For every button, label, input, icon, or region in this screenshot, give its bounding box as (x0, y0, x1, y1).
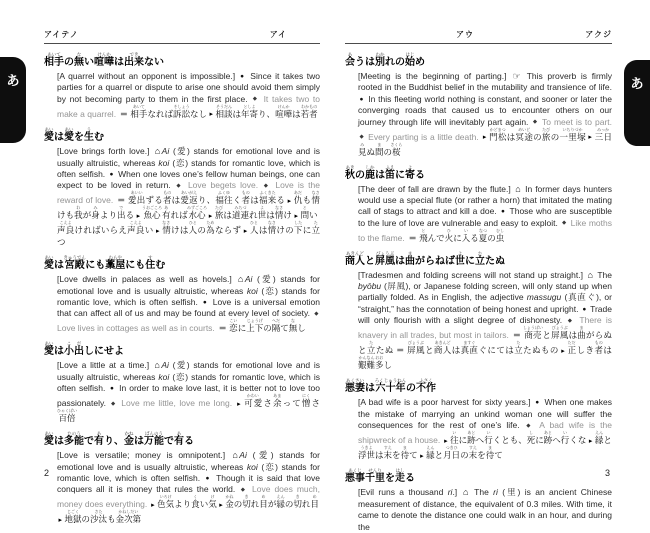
entry-body (57, 274, 320, 335)
entry-headword: 会あうは別わかれの始はじめ (345, 52, 425, 68)
entry-body (358, 397, 612, 462)
english-equivalent: Like moths to the flame. (358, 217, 613, 243)
page-right (345, 28, 613, 532)
romaji-term: Ai (161, 146, 170, 157)
explanation-text: (愛) stands for emotional love and is usually altruistic, whereas (57, 450, 320, 472)
japanese-cross-reference: 人ひとは情なさけの下したに立たつ (57, 220, 320, 248)
culture-note-marker-icon: ☞ (512, 71, 521, 81)
romaji-term: koi (158, 157, 170, 168)
cross-reference-marker-icon: ▸ (482, 134, 487, 142)
japanese-cross-reference: 往いに跡あとへ行いくとも、死しに跡あとへ行いくな (450, 430, 587, 445)
entry-body (57, 71, 320, 121)
cross-reference-marker-icon: ▸ (136, 212, 141, 220)
english-equivalent-marker-icon: ◆ (314, 310, 319, 317)
english-equivalent: A bad wife is the shipwreck of a house. (358, 420, 612, 445)
japanese-cross-reference: 仇あだも情なさけも我わが身みより出でる (57, 190, 320, 221)
entry-body (57, 146, 320, 249)
cross-reference-marker-icon: ▸ (420, 452, 424, 460)
entry-headword: 秋あきの鹿しかは笛ふえに寄よる (345, 164, 425, 181)
dictionary-entry (44, 52, 320, 121)
entry-column-right (345, 44, 613, 532)
romaji-term: koi (246, 285, 258, 296)
dictionary-entry (345, 251, 612, 372)
cross-reference-marker-icon: ▸ (237, 400, 241, 408)
japanese-cross-reference: 縁えんと浮世うきよは末すえを待まて (358, 430, 612, 460)
romaji-term: ri (447, 487, 453, 498)
guide-word-last: アイ (269, 30, 287, 39)
entry-body (358, 487, 612, 533)
english-equivalent: Love does much, money does everything. (57, 484, 320, 510)
explanation-marker-icon: ● (501, 208, 506, 216)
japanese-cross-reference: 旅たびは道連みちづれ世よは情なさけ (214, 205, 292, 221)
english-equivalent-marker-icon: ◆ (252, 96, 259, 103)
kana-tab-label: あ (630, 76, 644, 91)
japanese-cross-reference: 地獄じごくの沙汰さたも金次第かねしだい (64, 509, 142, 525)
cross-reference-marker-icon: ▸ (155, 227, 160, 235)
explanation-text: (愛) stands for emotional love and is usually altruistic, whereas (57, 146, 320, 168)
explanation-marker-icon: ● (202, 299, 208, 307)
japanese-equivalent-marker-icon: ＝ (117, 196, 126, 206)
explanation-text: In order to make love last, it is better not to love too passionately. (57, 383, 320, 409)
english-equivalent-marker-icon: ◆ (561, 220, 567, 227)
kana-thumb-tab-right[interactable] (624, 60, 650, 146)
explanation-text: (恋) stands for romantic love, which is often selfish. (57, 461, 320, 483)
cross-reference-marker-icon: ▸ (444, 437, 448, 445)
cross-reference-marker-icon: ▸ (58, 516, 63, 524)
page-header-left (44, 28, 320, 44)
explanation-marker-icon: ● (535, 399, 540, 407)
english-equivalent: To meet is to part. (539, 116, 612, 127)
japanese-equivalent-marker-icon: ＝ (512, 331, 522, 341)
japanese-cross-reference: 相手あいてなれば訴訟そしょうなし (130, 103, 207, 119)
entry-headword: 相手あいての無ない喧嘩けんかは出来できない (44, 52, 164, 68)
english-equivalent-marker-icon: ◆ (110, 400, 117, 407)
guide-word-first: アウ (456, 30, 474, 39)
explanation-marker-icon: ● (359, 95, 364, 103)
english-equivalent: Love is the reward of love. (57, 180, 320, 206)
romaji-term: Ai (244, 274, 253, 285)
entry-headword: 商人あきんどと屏風びょうぶは曲まがらねば世よに立たたぬ (345, 250, 505, 267)
explanation-text: When one loves one’s fellow human beings, one can expect to be loved in return. (57, 169, 320, 191)
cross-reference-marker-icon: ▸ (151, 501, 155, 509)
romaji-term: byōbu (358, 281, 382, 292)
entry-body (358, 270, 612, 372)
explanation-text: [Love is versatile; money is omnipotent.] (57, 450, 231, 461)
cross-reference-marker-icon: ▸ (287, 197, 292, 205)
romaji-term: massugu (526, 292, 562, 303)
explanation-text: The (469, 487, 494, 498)
cross-reference-marker-icon: ▸ (588, 437, 593, 445)
explanation-text: Since it takes two parties for a quarrel or dispute to arise one should avoid them simply by not becoming party to them in the first place. (57, 71, 320, 104)
japanese-equivalent-marker-icon: ＝ (218, 324, 227, 334)
romaji-term: Ai (239, 450, 247, 461)
dictionary-entry (44, 255, 320, 335)
explanation-text: (恋) stands for romantic love, which is often selfish. (57, 371, 320, 394)
entry-headword: 愛あいは宮殿きゅうでんにも藁屋わらやにも住すむ (44, 255, 166, 272)
entry-headword: 悪妻あくさいは六十年ろくじゅうねんの不作ふさく (345, 378, 436, 395)
explanation-text: (真直ぐ), or “straight,” has the connotation of being honest and upright. (358, 292, 612, 314)
entry-headword: 愛あいは愛あいを生うむ (44, 127, 104, 144)
explanation-text: [The deer of fall are drawn by the flute.] (358, 183, 514, 194)
dictionary-entry (345, 468, 612, 533)
english-equivalent-marker-icon: ◆ (176, 182, 183, 189)
english-equivalent-marker-icon: ◆ (263, 182, 270, 189)
explanation-text: (恋) stands for romantic love, which is often selfish. (57, 285, 320, 308)
english-equivalent: Love me little, love me long. (117, 398, 236, 409)
explanation-text: (里) is an ancient Chinese measurement of distance, the equivalent of 0.3 miles. With time, it came to denote the distance one could walk in an hour, and during the (358, 487, 612, 532)
romaji-term: koi (158, 371, 170, 382)
explanation-marker-icon: ● (109, 385, 115, 393)
explanation-text: The (594, 269, 613, 280)
japanese-cross-reference: 愛出あいいずる者ものは愛返あいがえり、福往ふくゆく者ものは福来ふくきたる (128, 190, 286, 206)
usage-note-marker-icon: ⌂ (154, 360, 160, 371)
dictionary-entry (44, 431, 320, 526)
japanese-cross-reference: 縁えんと月日つきひの末すえを待まて (426, 445, 503, 460)
explanation-text: (屏風), or Japanese folding screen, will only stand up when partially folded. As in English, the adjective (358, 281, 612, 303)
page-left (44, 28, 321, 525)
dictionary-entry (44, 341, 320, 424)
english-equivalent-marker-icon: ◆ (240, 486, 247, 493)
english-equivalent-marker-icon: ◆ (567, 317, 574, 324)
explanation-text: This proverb is firmly rooted in the Buddhist belief in the mutability and transience of life. (358, 71, 612, 93)
explanation-text: Though it is said that love conquers all it is money that rules the world. (57, 472, 320, 495)
explanation-text: [Love dwells in palaces as well as hovels.] (57, 274, 237, 285)
explanation-text: [A quarrel without an opponent is impossible.] (57, 71, 239, 81)
entry-body (358, 184, 612, 245)
explanation-text: In this fleeting world nothing is constant, and sooner or later the converging roads that caused us to encounter others on our journey through life will inevitably part again. (358, 93, 612, 127)
cross-reference-marker-icon: ▸ (561, 347, 565, 355)
explanation-text: In former days hunters would use a special flute (or rather a horn) that imitated the mating call of stags to attract and kill a doe. (358, 183, 613, 217)
cross-reference-marker-icon: ▸ (219, 501, 223, 509)
english-equivalent: Love lives in cottages as well as in courts. (57, 323, 218, 334)
english-equivalent-marker-icon: ◆ (532, 119, 538, 126)
explanation-marker-icon: ● (109, 171, 114, 179)
page-header-right (345, 28, 612, 44)
dictionary-entry (345, 165, 612, 245)
usage-note-marker-icon: ⌂ (232, 450, 238, 461)
romaji-term: koi (246, 461, 258, 472)
japanese-cross-reference: 恋こいに上下じょうげの隔へだて無なし (229, 318, 306, 334)
english-equivalent: There is knavery in all trades, but most in tailors. (358, 315, 612, 341)
page-number-left: 2 (44, 468, 50, 478)
japanese-cross-reference: 門松かどまつは冥途めいどの旅たびの一里塚いちりづか (488, 126, 586, 142)
japanese-equivalent-marker-icon: ＝ (396, 346, 405, 356)
explanation-marker-icon: ● (240, 73, 246, 80)
explanation-text: [Meeting is the beginning of parting.] (358, 71, 512, 81)
usage-note-marker-icon: ⌂ (515, 183, 521, 194)
cross-reference-marker-icon: ▸ (243, 227, 248, 235)
dictionary-entry (44, 127, 320, 249)
english-equivalent: Love begets love. (183, 180, 263, 191)
entry-body (57, 450, 320, 526)
usage-note-marker-icon: ⌂ (587, 269, 593, 280)
japanese-cross-reference: 色気いろけより食くい気け (157, 494, 217, 510)
english-equivalent: It takes two to make a quarrel. (57, 93, 321, 119)
romaji-term: Ai (161, 360, 169, 371)
explanation-marker-icon: ● (582, 305, 587, 313)
japanese-cross-reference: 情なさけは人ひとの為ためならず (162, 220, 242, 236)
entry-headword: 愛あいは小こ出だしにせよ (44, 341, 124, 358)
explanation-text: (愛) stands for emotional love and is usually altruistic, whereas (57, 274, 320, 296)
kana-tab-label: あ (6, 73, 20, 88)
japanese-cross-reference: 可愛かわいさ余あまって憎にくさ百倍ひゃくばい (57, 393, 320, 424)
entry-column-left (44, 44, 321, 525)
kana-thumb-tab-left[interactable] (0, 57, 26, 143)
explanation-text: When one makes the mistake of marrying an unkind woman one will suffer the consequences for the rest of one’s life. (358, 397, 613, 430)
entry-body (358, 71, 612, 158)
japanese-cross-reference: 金かねの切きれ目めが縁えんの切きれ目め (225, 494, 319, 510)
english-equivalent-marker-icon: ◆ (526, 422, 534, 429)
explanation-text: [Love brings forth love.] (57, 146, 154, 157)
japanese-equivalent-marker-icon: ＝ (408, 233, 417, 243)
cross-reference-marker-icon: ▸ (208, 212, 213, 220)
explanation-text: (恋) stands for romantic love, which is often selfish. (57, 157, 320, 180)
japanese-cross-reference: 魚心うおごころ有あれば水心みずごころ (141, 205, 207, 221)
entry-body (57, 360, 320, 424)
explanation-text: Love is a universal emotion that can affect all of us and may be found at every level of society. (57, 297, 320, 319)
explanation-text: [Evil runs a thousand (358, 487, 448, 498)
page-number-right: 3 (604, 468, 610, 478)
dictionary-entry (345, 378, 612, 462)
cross-reference-marker-icon: ▸ (209, 111, 213, 119)
cross-reference-marker-icon: ▸ (588, 134, 592, 142)
cross-reference-marker-icon: ▸ (294, 212, 299, 220)
explanation-text: [Tradesmen and folding screens will not stand up straight.] (358, 269, 587, 280)
guide-word-last: アクジ (585, 30, 612, 39)
english-equivalent-marker-icon: ◆ (359, 134, 365, 141)
japanese-cross-reference: 三日みっか見みぬ間まの桜さくら (358, 126, 612, 157)
explanation-text: [Love a little at a time.] (57, 360, 153, 371)
japanese-cross-reference: 飛とんで火ひに入いる夏なつの虫むし (419, 227, 505, 243)
japanese-cross-reference: 正ただしき者ものは艱難かんなん多おおし (358, 340, 612, 371)
romaji-term: ri (493, 487, 498, 498)
guide-word-first: アイテノ (44, 30, 79, 39)
usage-note-marker-icon: ⌂ (237, 274, 244, 285)
usage-note-marker-icon: ⌂ (463, 487, 469, 498)
explanation-text: .] (452, 487, 462, 498)
explanation-text: Trade will only flourish with a slight degree of dishonesty. (358, 303, 612, 326)
entry-headword: 愛あいは多能たのうで有あり、金かねは万能ばんのうで有ある (44, 431, 194, 448)
japanese-cross-reference: 問とい声良こえよければいらえ声良こえよい (57, 205, 318, 236)
japanese-cross-reference: 商売しょうばいと屏風びょうぶは曲まがらぬと立たたぬ (358, 325, 612, 356)
explanation-marker-icon: ● (205, 474, 211, 482)
japanese-equivalent-marker-icon: ＝ (119, 109, 128, 119)
japanese-cross-reference: 相談そうだんは年寄としより、喧嘩けんかは若者わかもの (215, 103, 318, 119)
explanation-text: Those who are susceptible to the lure of love are vulnerable and easy to exploit. (358, 206, 612, 228)
explanation-text: [A bad wife is a poor harvest for sixty years.] (358, 397, 534, 408)
usage-note-marker-icon: ⌂ (154, 146, 161, 157)
dictionary-entry (345, 52, 612, 158)
entry-headword: 悪事あくじ千里せんりを走はしる (345, 468, 415, 485)
explanation-text: (愛) stands for emotional love and is usually altruistic, whereas (57, 360, 320, 382)
japanese-cross-reference: 屏風びょうぶと商人あきんどは真直ますぐぐにては立たたぬもの (407, 340, 559, 356)
english-equivalent: Every parting is a little death. (365, 131, 482, 142)
